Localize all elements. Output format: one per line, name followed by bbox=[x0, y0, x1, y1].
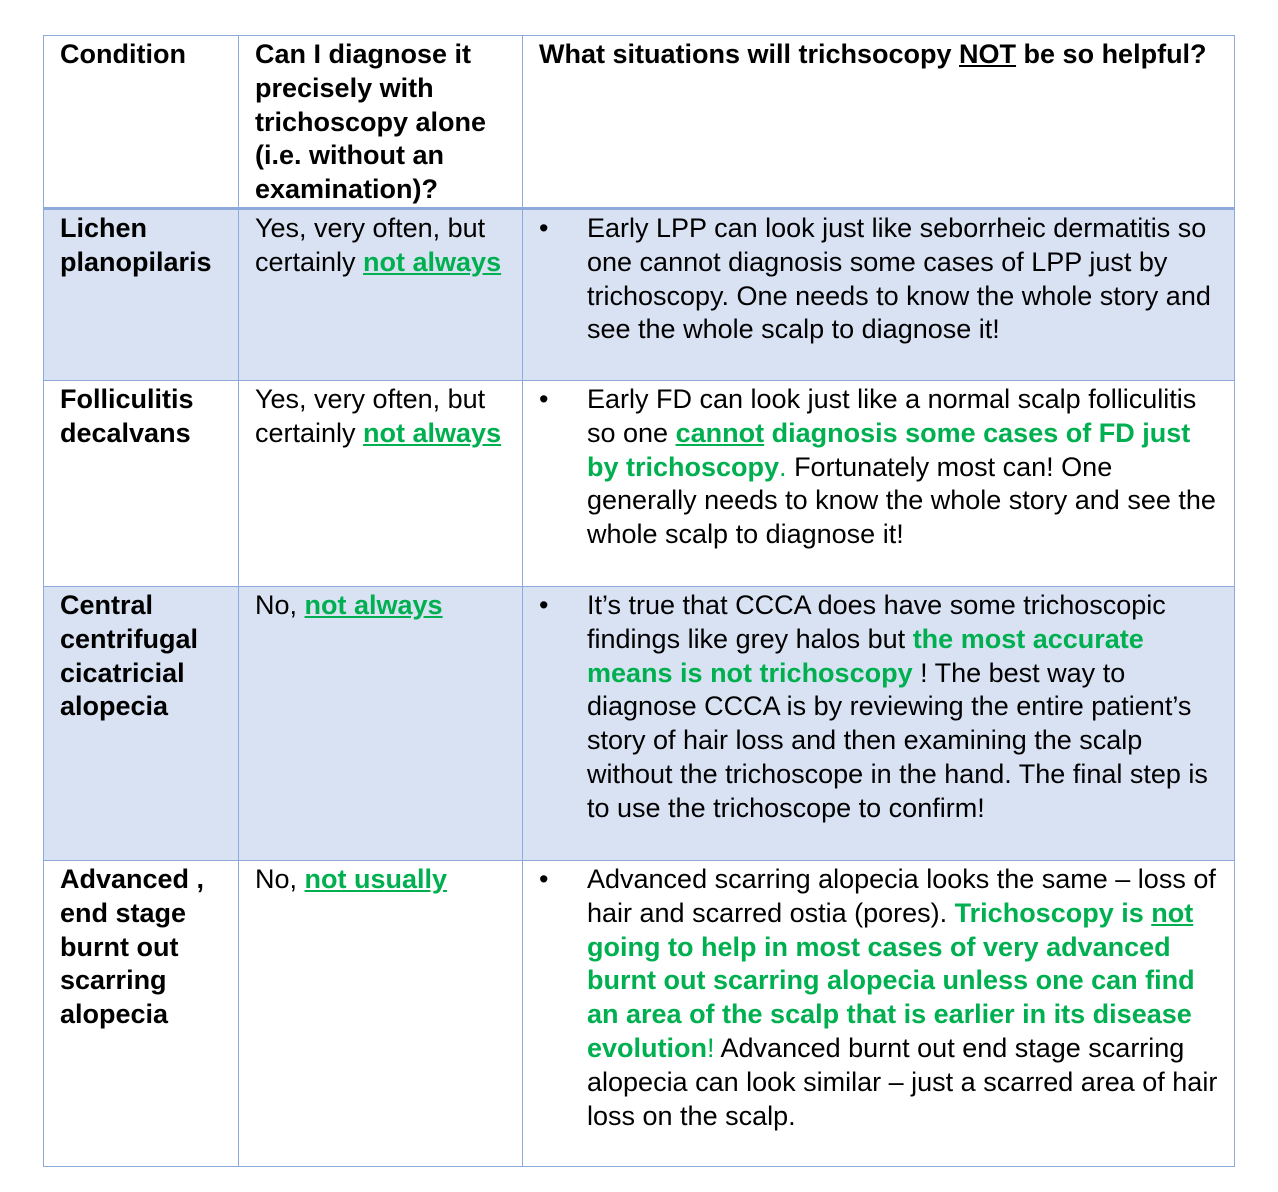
condition-cell: Lichen planopilaris bbox=[44, 208, 239, 380]
answer-text: No, bbox=[255, 863, 305, 894]
situation-text-continued: ! The best way to diagnose CCCA is by reviewing the entire patient’s story of hair loss and then examining the scalp without the trichoscope in the hand. The final step is to use the trichoscope to confirm! bbox=[587, 657, 1208, 823]
header-diagnose: Can I diagnose it precisely with trichoscopy alone (i.e. without an examination)? bbox=[239, 36, 523, 209]
condition-cell: Central centrifugal cicatricial alopecia bbox=[44, 586, 239, 860]
situation-cell bbox=[523, 586, 1235, 860]
bullet-icon: • bbox=[539, 383, 549, 414]
answer-emphasis: not always bbox=[304, 589, 443, 620]
situation-emphasis: diagnosis some cases of FD just by trichoscopy bbox=[587, 417, 1191, 482]
header-row bbox=[44, 36, 1235, 209]
answer-emphasis: not always bbox=[363, 417, 502, 448]
situation-cell bbox=[523, 208, 1235, 380]
situation-text: It’s true that CCCA does have some trichoscopic findings like grey halos but bbox=[587, 589, 1166, 654]
situation-text-continued: Advanced burnt out end stage scarring alopecia can look similar – just a scarred area of hair loss on the scalp. bbox=[587, 1032, 1218, 1131]
bullet-text bbox=[587, 212, 1224, 347]
situation-emphasis-exclamation: ! bbox=[707, 1032, 715, 1063]
header-situations-post: be so helpful? bbox=[1016, 39, 1207, 69]
situation-text: Advanced scarring alopecia looks the same – loss of hair and scarred ostia (pores). bbox=[587, 863, 1216, 928]
situation-emphasis: the most accurate means is not trichoscopy bbox=[587, 623, 1144, 688]
table-row-lpp bbox=[44, 208, 1235, 380]
situation-emphasis: going to help in most cases of very advanced burnt out scarring alopecia unless one can find an area of the scalp that is earlier in its disease evolution bbox=[587, 931, 1195, 1063]
bullet-item bbox=[539, 383, 1224, 552]
situation-cell bbox=[523, 860, 1235, 1166]
answer-cell bbox=[239, 586, 523, 860]
situation-emphasis-dot: . bbox=[779, 451, 787, 482]
situation-text-continued: Fortunately most can! One generally needs to know the whole story and see the whole scalp to diagnose it! bbox=[587, 451, 1216, 550]
condition-cell: Advanced , end stage burnt out scarring alopecia bbox=[44, 860, 239, 1166]
answer-cell bbox=[239, 208, 523, 380]
bullet-text bbox=[587, 863, 1224, 1133]
bullet-text bbox=[587, 383, 1224, 552]
situation-emphasis-underlined: not bbox=[1151, 897, 1194, 928]
answer-emphasis: not usually bbox=[304, 863, 448, 894]
bullet-item bbox=[539, 589, 1224, 826]
answer-text: No, bbox=[255, 589, 305, 620]
situation-text: Early FD can look just like a normal scalp folliculitis so one bbox=[587, 383, 1197, 448]
header-condition: Condition bbox=[44, 36, 239, 209]
bullet-icon: • bbox=[539, 863, 549, 894]
bullet-item bbox=[539, 212, 1224, 347]
header-situations bbox=[523, 36, 1235, 209]
header-situations-pre: What situations will trichsocopy bbox=[539, 39, 960, 69]
header-situations-not: NOT bbox=[959, 39, 1017, 69]
answer-text: Yes, very often, but certainly bbox=[255, 212, 486, 277]
answer-cell bbox=[239, 380, 523, 586]
table-row-fd bbox=[44, 380, 1235, 586]
answer-text: Yes, very often, but certainly bbox=[255, 383, 486, 448]
situation-text: Early LPP can look just like seborrheic dermatitis so one cannot diagnosis some cases of LPP just by trichoscopy. One needs to know the whole story and see the whole scalp to diagnose it! bbox=[587, 212, 1211, 345]
bullet-icon: • bbox=[539, 212, 549, 243]
bullet-text bbox=[587, 589, 1224, 826]
bullet-icon: • bbox=[539, 589, 549, 620]
table-row-advanced bbox=[44, 860, 1235, 1166]
answer-emphasis: not always bbox=[363, 246, 502, 277]
answer-cell bbox=[239, 860, 523, 1166]
situation-emphasis-start: Trichoscopy is bbox=[954, 897, 1152, 928]
situation-emphasis-underlined: cannot bbox=[675, 417, 765, 448]
condition-cell: Folliculitis decalvans bbox=[44, 380, 239, 586]
bullet-item bbox=[539, 863, 1224, 1133]
trichoscopy-table bbox=[43, 35, 1235, 1167]
situation-cell bbox=[523, 380, 1235, 586]
table-row-ccca bbox=[44, 586, 1235, 860]
